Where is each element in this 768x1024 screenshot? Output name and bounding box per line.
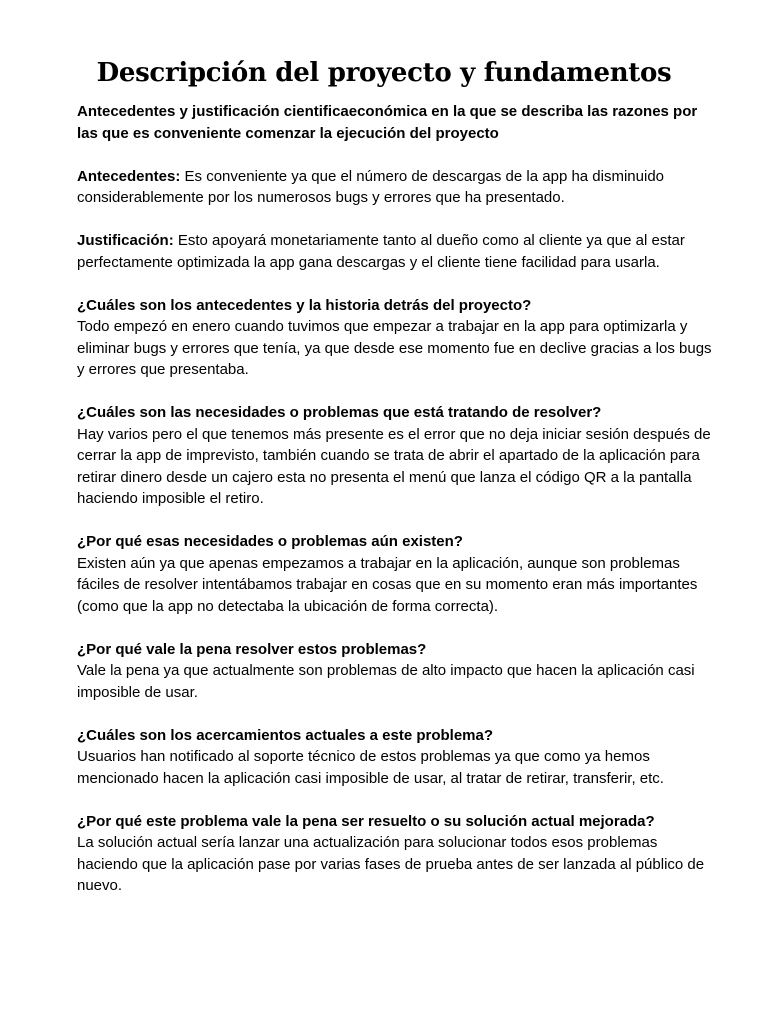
section-question: ¿Por qué este problema vale la pena ser resuelto o su solución actual mejorada? [77,812,655,830]
section-solucion [77,811,717,897]
section-answer: Existen aún ya que apenas empezamos a trabajar en la aplicación, aunque son problemas fáciles de resolver intentábamos trabajar en cosas que en su momento eran más importantes (como que la app no detectaba la ubicación de forma correcta). [77,554,698,615]
section-vale-la-pena [77,639,717,704]
antecedentes-paragraph [77,166,717,209]
justificacion-label: Justificación: [77,232,174,249]
document-body [77,101,717,918]
section-answer: Todo empezó en enero cuando tuvimos que empezar a trabajar en la app para optimizarla y eliminar bugs y errores que tenía, ya que desde ese momento fue en declive gracias a los bugs y errores que presentaba. [77,318,712,378]
section-question: ¿Cuáles son los acercamientos actuales a este problema? [77,726,494,744]
section-answer: Hay varios pero el que tenemos más presente es el error que no deja iniciar sesión después de cerrar la app de imprevisto, también cuando se trata de abrir el apartado de la aplicación para retirar dinero desde un cajero esta no presenta el menú que lanza el código QR a la pantalla haciendo imposible el retiro. [77,425,711,507]
justificacion-text: Esto apoyará monetariamente tanto al dueño como al cliente ya que al estar perfectamente optimizada la app gana descargas y el cliente tiene facilidad para usarla. [77,232,685,271]
section-por-que-existen [77,531,717,617]
section-question: ¿Por qué esas necesidades o problemas aún existen? [77,533,463,550]
section-question: ¿Cuáles son los antecedentes y la historia detrás del proyecto? [77,296,532,314]
antecedentes-label: Antecedentes: [77,167,181,185]
section-historia [77,295,717,381]
intro-heading: Antecedentes y justificación cientificaeconómica en la que se describa las razones por las que es conveniente comenzar la ejecución del proyecto [77,103,698,142]
page-title: Descripción del proyecto y fundamentos [96,58,672,88]
section-necesidades [77,402,717,510]
section-answer: La solución actual sería lanzar una actualización para solucionar todos esos problemas haciendo que la aplicación pase por varias fases de prueba antes de ser lanzada al público de nuevo. [77,834,705,894]
section-question: ¿Cuáles son las necesidades o problemas que está tratando de resolver? [77,404,602,421]
antecedentes-text: Es conveniente ya que el número de descargas de la app ha disminuido considerablemente por los numerosos bugs y errores que ha presentado. [77,167,665,206]
section-acercamientos [77,725,717,790]
section-answer: Usuarios han notificado al soporte técnico de estos problemas ya que como ya hemos mencionado hacen la aplicación casi imposible de usar, al tratar de retirar, transferir, etc. [77,748,664,787]
justificacion-paragraph [77,230,717,273]
section-answer: Vale la pena ya que actualmente son problemas de alto impacto que hacen la aplicación casi imposible de usar. [77,662,695,701]
section-question: ¿Por qué vale la pena resolver estos problemas? [77,640,427,658]
